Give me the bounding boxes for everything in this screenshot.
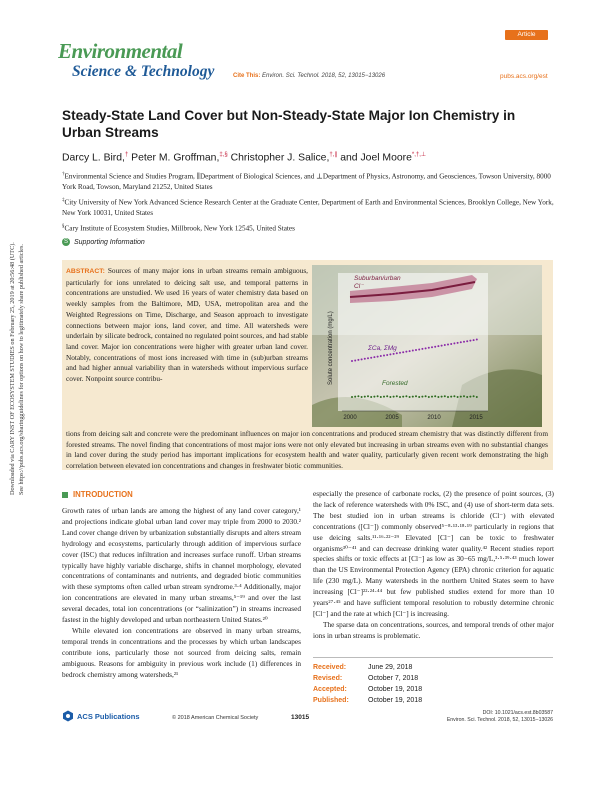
- toc-ca-mg-point: [428, 347, 430, 349]
- author-mark: †: [124, 152, 129, 158]
- toc-ca-mg-point: [361, 358, 363, 360]
- doi-link[interactable]: DOI: 10.1021/acs.est.8b03587: [482, 710, 553, 716]
- toc-ca-mg-point: [393, 353, 395, 355]
- supporting-info-link[interactable]: [62, 238, 145, 246]
- toc-ca-mg-point: [441, 345, 443, 347]
- toc-ca-mg-point: [383, 355, 385, 357]
- toc-tick-2015: 2015: [469, 415, 483, 421]
- toc-ca-mg-point: [466, 340, 468, 342]
- paragraph: especially the presence of carbonate rocks, (2) the presence of point sources, (3) the lack of reference watersheds with 0% ISC, and (4) use of short-term data sets. The best studied ion in urban streams is chloride (Cl⁻) with elevated concentrations ([Cl⁻]) commonly observed⁵⁻⁸·¹³·¹⁸·¹⁹ particularly in regions that use deicing salts.¹¹·¹⁶·²²⁻²⁹ Elevated [Cl⁻] can be toxic to freshwater organisms³⁰⁻⁴¹ and can decrease drinking water quality.⁴² Recent studies report species shifts or toxic effects at [Cl⁻] as low as 30−65 mg/L,³·⁵·³⁹·⁴³ much lower than the US Environmental Protection Agency (EPA) chronic criterion for aquatic life (230 mg/L). Many watersheds in the northern United States seem to have increasing [Cl⁻]²²·²⁴·⁴⁴ but few published studies extend for more than 10 years²⁷·⁴⁵ and have sufficient temporal resolution to robustly determine chronic [Cl⁻] and the rate at which [Cl⁻] is increasing.: [313, 489, 554, 618]
- toc-ca-mg-point: [373, 356, 375, 358]
- toc-ca-mg-point: [367, 357, 369, 359]
- toc-ylabel: Solute concentration (mg/L): [328, 311, 334, 385]
- toc-ca-mg-point: [444, 344, 446, 346]
- body-column-right: [313, 489, 554, 642]
- toc-ca-mg-point: [351, 360, 353, 362]
- date-accepted: Accepted: October 19, 2018: [313, 686, 423, 693]
- toc-ca-mg-point: [357, 359, 359, 361]
- toc-forested-point: [463, 395, 465, 397]
- sidebar-line-2: See https://pubs.acs.org/sharingguidelines for options on how to legitimately share published articles.: [18, 244, 25, 495]
- author-mark: ‡,§: [219, 152, 228, 158]
- section-heading-introduction: INTRODUCTION: [62, 490, 133, 499]
- date-published: Published: October 19, 2018: [313, 697, 423, 704]
- toc-forested-point: [476, 396, 478, 398]
- toc-forested-point: [460, 396, 462, 398]
- toc-forested-point: [383, 396, 385, 398]
- toc-forested-point: [373, 396, 375, 398]
- toc-forested-point: [431, 396, 433, 398]
- toc-forested-point: [473, 395, 475, 397]
- body-column-left: [62, 506, 301, 681]
- toc-forested-point: [469, 396, 471, 398]
- download-sidebar-note: [2, 210, 42, 500]
- page-footer: [62, 708, 553, 728]
- toc-ca-mg-point: [431, 346, 433, 348]
- affiliation-2: ‡City University of New York Advanced Science Research Center at the Graduate Center, Department of Earth and Environmental Sciences, Brooklyn College, New York, New York 10031, United States: [62, 198, 554, 217]
- paragraph: Growth rates of urban lands are among the highest of any land cover category,¹ and projections indicate global urban land cover may triple from 2000 to 2030.² Land cover change driven by urbanization substantially disrupts and alters stream hydrology and ecosystems, particularly through addition of impervious surface cover (ISC) that reduces infiltration and increases surface runoff. Urban streams typically have highly variable discharge, shifts in channel morphology, elevated concentrations of contaminants and nutrients, and degraded biotic communities with these symptoms often called urban stream syndrome.³·⁴ Additionally, major ion concentrations are elevated in many urban streams,⁵⁻¹⁹ and over the last several decades, total ion concentrations (or “salinization”) in streams increased fastest in the highly developed and urban northeastern United States.²⁰: [62, 506, 301, 625]
- date-received: Received: June 29, 2018: [313, 664, 413, 671]
- toc-forested-point: [380, 396, 382, 398]
- paragraph: The sparse data on concentrations, sources, and temporal trends of other major ions in urban streams is problematic.: [313, 619, 554, 640]
- toc-graphic: [312, 265, 542, 427]
- toc-ca-mg-point: [377, 356, 379, 358]
- toc-forested-point: [367, 395, 369, 397]
- journal-name-line1: Environmental: [58, 40, 183, 63]
- article-title: Steady-State Land Cover but Non-Steady-State Major Ion Chemistry in Urban Streams: [62, 108, 516, 140]
- toc-forested-point: [389, 396, 391, 398]
- toc-ca-mg-point: [469, 340, 471, 342]
- section-marker-icon: [62, 492, 68, 498]
- toc-forested-point: [447, 396, 449, 398]
- author-name[interactable]: Peter M. Groffman,: [131, 152, 220, 164]
- toc-forested-point: [466, 396, 468, 398]
- toc-ca-mg-point: [434, 346, 436, 348]
- toc-forested-point: [361, 396, 363, 398]
- author-name[interactable]: and Joel Moore: [340, 152, 412, 164]
- toc-ca-mg-point: [457, 342, 459, 344]
- affiliation-1: †Environmental Science and Studies Program, ∥Department of Biological Sciences, and ⊥Department of Physics, Astronomy, and Geosciences, Towson University, 8000 York Road, Towson, Maryland 21252, United States: [62, 172, 551, 191]
- toc-forested-point: [399, 396, 401, 398]
- toc-forested-point: [405, 395, 407, 397]
- toc-forested-point: [453, 395, 455, 397]
- toc-forested-point: [450, 396, 452, 398]
- supporting-info-label: Supporting Information: [74, 238, 145, 246]
- toc-ca-mg-point: [418, 348, 420, 350]
- toc-forested-point: [351, 396, 353, 398]
- toc-forested-point: [415, 395, 417, 397]
- toc-forested-point: [386, 395, 388, 397]
- toc-ca-mg-point: [412, 350, 414, 352]
- toc-ca-mg-point: [425, 347, 427, 349]
- toc-ca-mg-point: [380, 355, 382, 357]
- toc-forested-point: [412, 396, 414, 398]
- footer-citation: Environ. Sci. Technol. 2018, 52, 13015−13026: [446, 717, 553, 723]
- toc-ca-mg-point: [370, 357, 372, 359]
- sidebar-line-1: Downloaded via CARY INST OF ECOSYSTEM STUDIES on February 25, 2019 at 20:56:48 (UTC).: [9, 242, 16, 495]
- toc-label-ca-mg: ΣCa, ΣMg: [368, 345, 397, 352]
- toc-ca-mg-point: [386, 354, 388, 356]
- paragraph: While elevated ion concentrations are observed in many urban streams, temporal trends in concentrations and the processes by which urban landscapes contribute ions, particularly those not sourced from deicing salts, remain ambiguous. Reasons for ambiguity in previous work include (1) differences in bedrock chemistry among watersheds,²¹: [62, 625, 301, 679]
- toc-ca-mg-point: [421, 348, 423, 350]
- toc-ca-mg-point: [402, 351, 404, 353]
- cite-label: Cite This:: [233, 73, 261, 79]
- toc-forested-point: [425, 395, 427, 397]
- toc-ca-mg-point: [473, 339, 475, 341]
- toc-ca-mg-point: [354, 359, 356, 361]
- journal-logo: [58, 40, 233, 82]
- toc-ca-mg-point: [399, 352, 401, 354]
- toc-forested-point: [437, 396, 439, 398]
- toc-forested-point: [409, 396, 411, 398]
- toc-tick-2005: 2005: [385, 415, 399, 421]
- toc-ca-mg-point: [437, 345, 439, 347]
- toc-forested-point: [444, 395, 446, 397]
- cite-line: [233, 73, 385, 79]
- toc-ca-mg-point: [450, 343, 452, 345]
- toc-label-suburban: Suburban/urban: [354, 275, 401, 282]
- toc-ca-mg-point: [409, 350, 411, 352]
- toc-forested-point: [418, 396, 420, 398]
- toc-forested-point: [457, 396, 459, 398]
- dates-divider: [313, 657, 553, 658]
- date-revised: Revised: October 7, 2018: [313, 675, 419, 682]
- doi-block: [447, 710, 553, 724]
- toc-label-cl: Cl⁻: [354, 283, 364, 290]
- toc-forested-point: [364, 396, 366, 398]
- toc-forested-point: [377, 395, 379, 397]
- supporting-info-icon: S: [63, 239, 68, 245]
- toc-ca-mg-point: [405, 351, 407, 353]
- toc-forested-point: [402, 396, 404, 398]
- abstract-label: ABSTRACT:: [66, 268, 105, 275]
- toc-ca-mg-point: [447, 344, 449, 346]
- author-mark: *,†,⊥: [411, 152, 427, 158]
- toc-ca-mg-point: [460, 341, 462, 343]
- author-mark: †,∥: [329, 152, 338, 158]
- toc-forested-point: [434, 395, 436, 397]
- toc-forested-point: [421, 396, 423, 398]
- article-type-badge: Article: [505, 30, 548, 40]
- toc-tick-2000: 2000: [343, 415, 357, 421]
- acs-publications-logo: ACS Publications: [62, 710, 140, 722]
- toc-ca-mg-point: [389, 353, 391, 355]
- toc-ca-mg-point: [364, 358, 366, 360]
- cite-text: Environ. Sci. Technol. 2018, 52, 13015−13026: [262, 73, 386, 79]
- toc-forested-point: [428, 396, 430, 398]
- acs-hexagon-icon: [62, 710, 74, 722]
- toc-forested-point: [357, 395, 359, 397]
- toc-ca-mg-point: [463, 341, 465, 343]
- toc-forested-point: [441, 396, 443, 398]
- abstract-text-part1: ABSTRACT: Sources of many major ions in urban streams remain ambiguous, particularly for ions unrelated to deicing salt use, and temporal patterns in concentrations are unstudied. We used 16 years of water chemistry data based on weekly samples from the Baltimore, MD, USA, metropolitan area and the Weighted Regressions on Time, Discharge, and Season approach to investigate connections between major ions, land cover, and time. All watersheds were underlain by silicate bedrock, contained no regulated point sources, and had stable land cover. Major ion concentrations were higher with greater urban land cover. Notably, concentrations of most ions increased with time in (sub)urban streams and had higher annual variability than in watersheds without impervious surface cover. Nonpoint source contribu-: [66, 266, 308, 384]
- author-list: [62, 151, 426, 163]
- publication-dates: [313, 662, 543, 706]
- toc-ca-mg-point: [415, 349, 417, 351]
- copyright-text: © 2018 American Chemical Society: [172, 715, 259, 721]
- toc-forested-point: [393, 396, 395, 398]
- abstract-text-part2: tions from deicing salt and concrete were the predominant influences on major ion concentrations and produced stream chemistry that was distinctly different from forested streams. The novel finding that concentrations of most major ions were not only elevated but increasing in urban streams even with no substantial changes in land cover during the study period has important implications for ecosystem health and water quality, particularly given recent work demonstrating the high correlation between elevated ion concentrations and changes in freshwater biotic communities.: [66, 429, 548, 470]
- toc-forested-point: [370, 396, 372, 398]
- journal-url-link[interactable]: pubs.acs.org/est: [500, 73, 548, 80]
- toc-ca-mg-point: [476, 339, 478, 341]
- affiliation-3: §Cary Institute of Ecosystem Studies, Millbrook, New York 12545, United States: [62, 224, 295, 233]
- toc-tick-2010: 2010: [427, 415, 441, 421]
- toc-ca-mg-point: [396, 352, 398, 354]
- toc-ca-mg-point: [453, 342, 455, 344]
- toc-forested-point: [354, 396, 356, 398]
- toc-forested-point: [396, 395, 398, 397]
- toc-label-forested: Forested: [382, 380, 408, 387]
- author-name[interactable]: Christopher J. Salice,: [230, 152, 330, 164]
- journal-name-line2: Science & Technology: [72, 63, 215, 80]
- author-name[interactable]: Darcy L. Bird,: [62, 152, 125, 164]
- page-number: 13015: [291, 714, 310, 721]
